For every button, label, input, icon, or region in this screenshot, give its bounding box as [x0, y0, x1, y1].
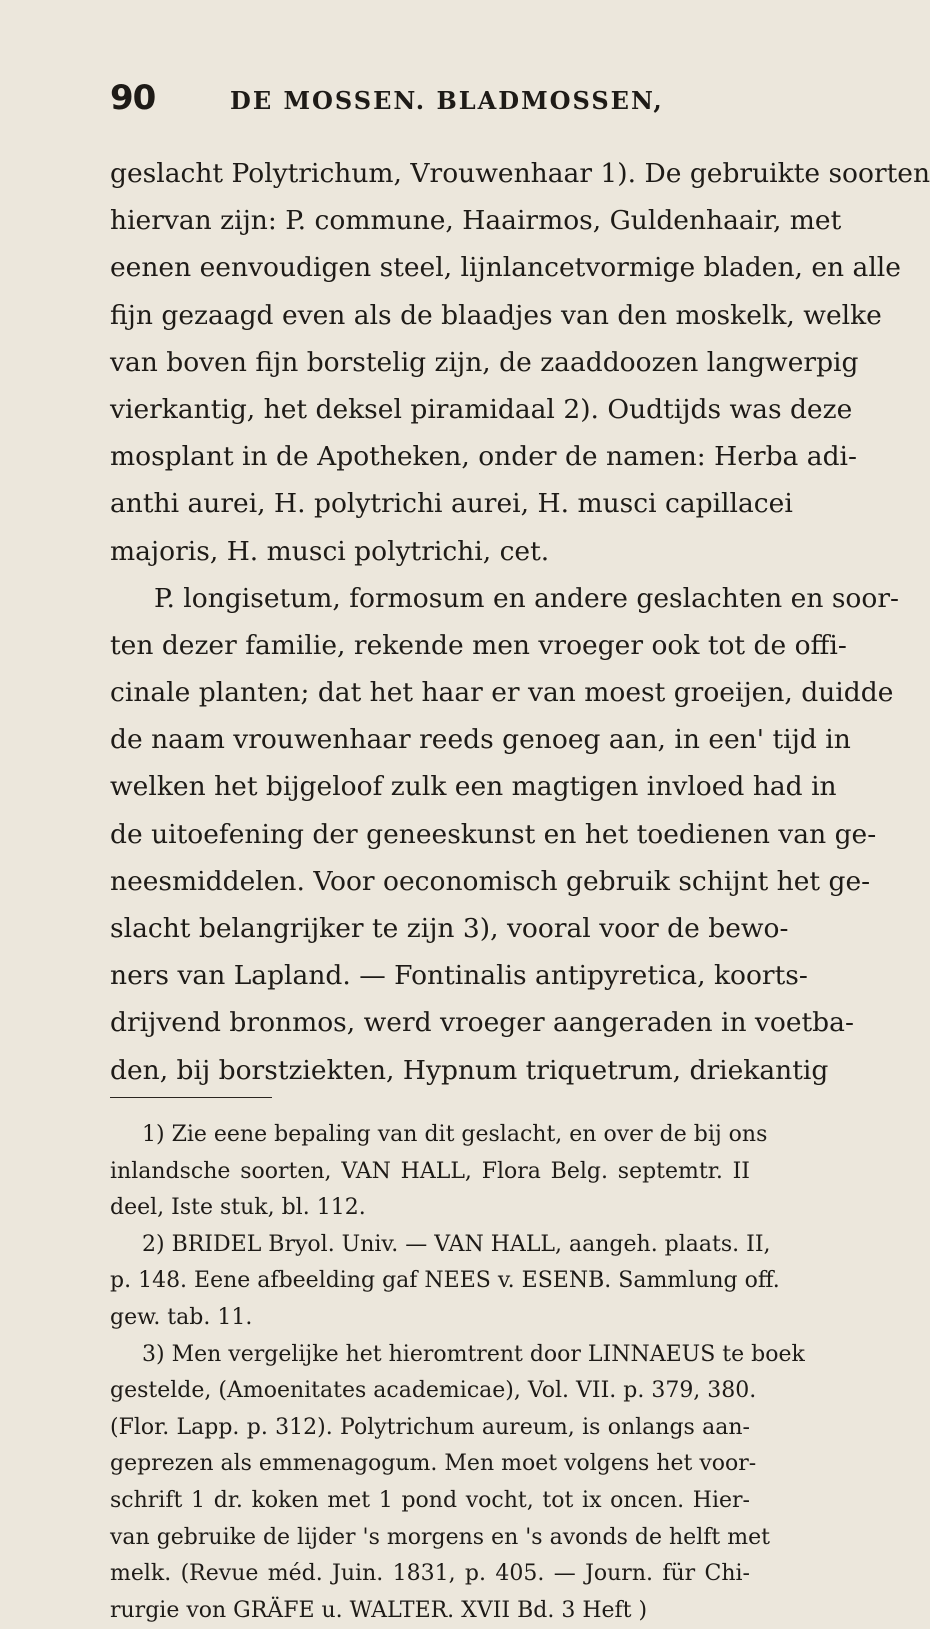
footnote-line: inlandsche soorten, VAN HALL, Flora Belg. septemtr. II: [110, 1158, 750, 1184]
footnotes: [110, 1117, 805, 1629]
page-header: [110, 78, 740, 128]
body-line: geslacht Polytrichum, Vrouwenhaar 1). De gebruikte soorten: [110, 158, 930, 189]
footnote-line: melk. (Revue méd. Juin. 1831, p. 405. — Journ. für Chi-: [110, 1561, 750, 1587]
body-line: vierkantig, het deksel piramidaal 2). Oudtijds was deze: [110, 393, 853, 425]
running-head: DE MOSSEN. BLADMOSSEN,: [230, 86, 664, 115]
body-line: slacht belangrijker te zijn 3), vooral voor de bewo-: [110, 913, 789, 944]
footnote-line: gew. tab. 11.: [110, 1304, 253, 1330]
footnote-line: deel, Iste stuk, bl. 112.: [110, 1195, 366, 1221]
body-line: mosplant in de Apotheken, onder de namen: Herba adi-: [110, 441, 857, 473]
footnote-line: p. 148. Eene afbeelding gaf NEES v. ESENB. Sammlung off.: [110, 1268, 780, 1294]
footnote-line: 2) BRIDEL Bryol. Univ. — VAN HALL, aangeh. plaats. II,: [142, 1231, 771, 1257]
body-line: de naam vrouwenhaar reeds genoeg aan, in een' tijd in: [110, 724, 851, 756]
footnote-line: gestelde, (Amoenitates academicae), Vol. VII. p. 379, 380.: [110, 1378, 757, 1404]
body-line: ners van Lapland. — Fontinalis antipyretica, koorts-: [110, 960, 808, 992]
body-line: de uitoefening der geneeskunst en het toedienen van ge-: [110, 818, 877, 850]
body-line: anthi aurei, H. polytrichi aurei, H. musci capillacei: [110, 488, 793, 520]
body-line: eenen eenvoudigen steel, lijnlancetvormige bladen, en alle: [110, 252, 901, 284]
footnote-line: (Flor. Lapp. p. 312). Polytrichum aureum, is onlangs aan-: [110, 1414, 750, 1440]
body-line: den, bij borstziekten, Hypnum triquetrum, driekantig: [110, 1054, 829, 1086]
body-line: van boven fijn borstelig zijn, de zaaddoozen langwerpig: [110, 346, 859, 378]
page-number: 90: [110, 78, 156, 118]
footnote-rule: [110, 1097, 272, 1098]
body-line: hiervan zijn: P. commune, Haairmos, Guldenhaair, met: [110, 205, 842, 237]
body-line: welken het bijgeloof zulk een magtigen invloed had in: [110, 771, 837, 803]
body-line: majoris, H. musci polytrichi, cet.: [110, 535, 550, 567]
footnote-line: schrift 1 dr. koken met 1 pond vocht, tot ix oncen. Hier-: [110, 1487, 750, 1513]
body-line: cinale planten; dat het haar er van moest groeijen, duidde: [110, 677, 894, 709]
body-line: fijn gezaagd even als de blaadjes van den moskelk, welke: [110, 299, 882, 331]
body-line: P. longisetum, formosum en andere geslachten en soor-: [154, 582, 899, 614]
footnote-line: rurgie von GRÄFE u. WALTER. XVII Bd. 3 Heft ): [110, 1597, 648, 1623]
body-line: drijvend bronmos, werd vroeger aangeraden in voetba-: [110, 1007, 854, 1039]
body-line: neesmiddelen. Voor oeconomisch gebruik schijnt het ge-: [110, 865, 871, 897]
footnote-line: 3) Men vergelijke het hieromtrent door LINNAEUS te boek: [142, 1341, 805, 1367]
main-text: [110, 150, 930, 1094]
footnote-line: 1) Zie eene bepaling van dit geslacht, en over de bij ons: [142, 1122, 768, 1147]
footnote-line: geprezen als emmenagogum. Men moet volgens het voor-: [110, 1451, 757, 1477]
footnote-line: van gebruike de lijder 's morgens en 's avonds de helft met: [110, 1524, 770, 1550]
body-line: ten dezer familie, rekende men vroeger ook tot de offi-: [110, 629, 847, 661]
